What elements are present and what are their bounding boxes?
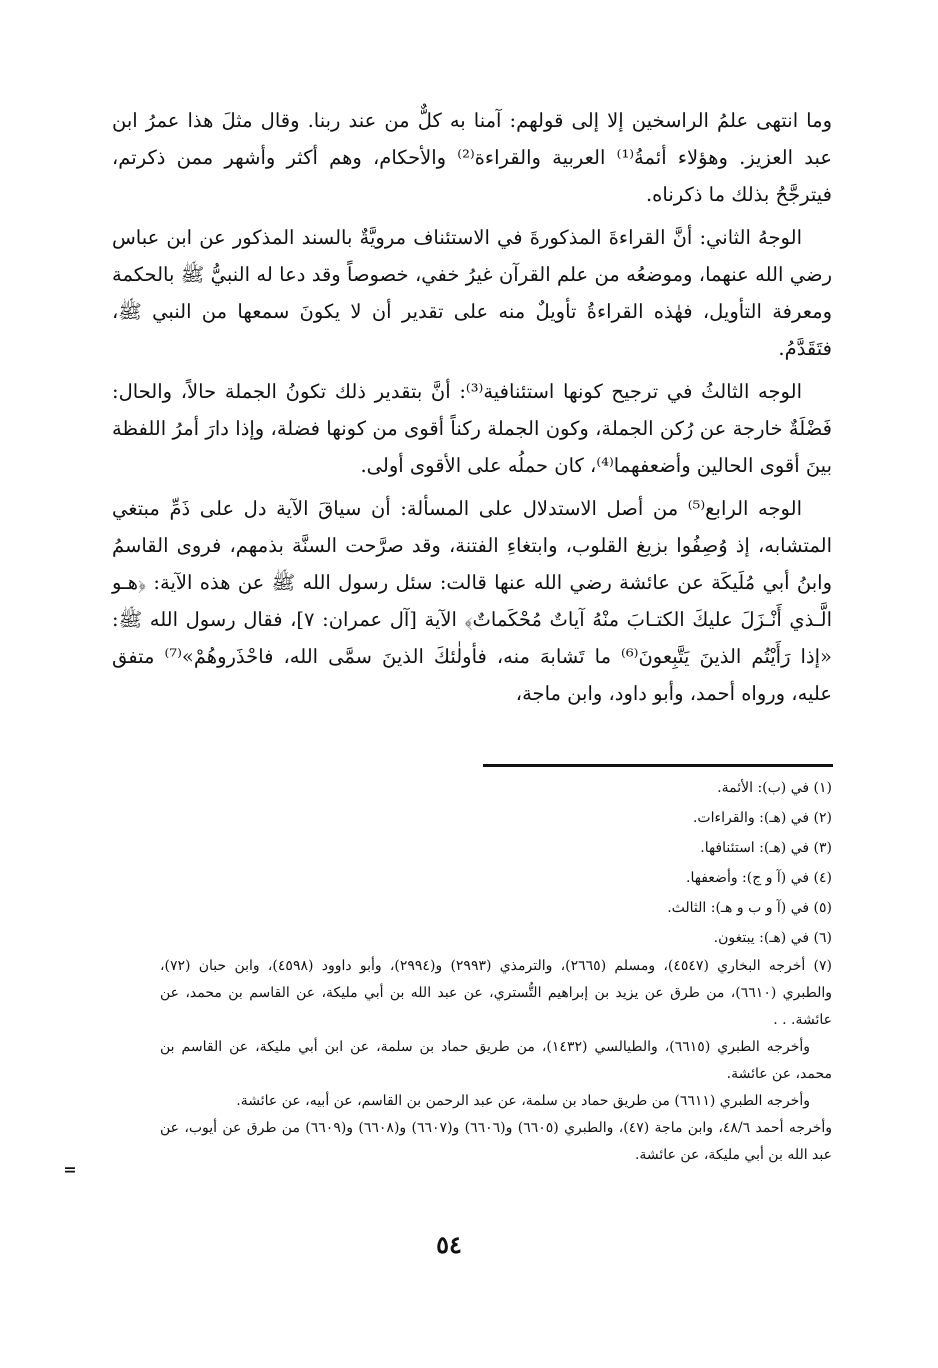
footnotes: [160, 773, 832, 1169]
body-paragraph-2: الوجهُ الثاني: أنَّ القراءةَ المذكورةَ في الاستئناف مرويَّةٌ بالسند المذكور عن ابن عباس رضي الله عنهما، وموضعُه من علم القرآن غيرُ خفي، خصوصاً وقد دعا له النبيُّ ﷺ بالحكمة ومعرفة التأويل، فهٰذه القراءةُ تأويلٌ منه على تقدير أن لا يكونَ سمعها من النبي ﷺ، فتَقَدَّمُ.: [112, 226, 832, 360]
footnote-6: (٦) في (هـ): يبتغون.: [713, 930, 832, 946]
footnote-5: (٥) في (آ و ب و هـ): الثالث.: [667, 900, 832, 916]
main-text: [112, 102, 832, 718]
footnote-separator: [483, 764, 833, 767]
footnote-7-continuation-2: وأخرجه الطبري (٦٦١١) من طريق حماد بن سلمة، عن عبد الرحمن بن القاسم، عن أبيه، عن عائشة.: [236, 1093, 810, 1109]
body-paragraph-1: وما انتهى علمُ الراسخين إلا إلى قولهم: آمنا به كلٌّ من عند ربنا. وقال مثلَ هذا عمرُ ابن عبد العزيز. وهؤلاء أئمةُ⁽¹⁾ العربية والقراءة⁽²⁾ والأحكام، وهم أكثر وأشهر ممن ذكرتم، فيترجَّحُ بذلك ما ذكرناه.: [112, 109, 832, 206]
body-paragraph-4: الوجه الرابع⁽⁵⁾ من أصل الاستدلال على المسألة: أن سياقَ الآية دل على ذَمِّ مبتغي المتشابه، إذ وُصِفُوا بزيغ القلوب، وابتغاءِ الفتنة، وقد صرَّحت السنَّة بذمهم، فروى القاسمُ وابنُ أبي مُلَيكَة عن عائشة رضي الله عنها قالت: سئل رسول الله ﷺ عن هذه الآية: ﴿هـو الَّـذي أَنْـزَلَ عليكَ الكتـابَ منْهُ آياتٌ مُحْكَماتٌ﴾ الآية [آل عمران: ٧]، فقال رسول الله ﷺ: «إذا رَأَيْتُم الذينَ يَتَّبِعونَ⁽⁶⁾ ما تَشابهَ منه، فأولٰئكَ الذينَ سمَّى الله، فاحْذَروهُمْ»⁽⁷⁾ متفق عليه، ورواه أحمد، وأبو داود، وابن ماجة،: [112, 497, 832, 705]
continuation-marker: =: [63, 1160, 77, 1179]
page-number: ٥٤: [436, 1230, 462, 1259]
footnote-2: (٢) في (هـ): والقراءات.: [692, 810, 832, 826]
footnote-1: (١) في (ب): الأئمة.: [717, 780, 832, 796]
body-paragraph-3: الوجه الثالثُ في ترجيح كونها استئنافية⁽³⁾: أنَّ بتقدير ذلك تكونُ الجملة حالاً، والحال: فَضْلَةٌ خارجة عن رُكن الجملة، وكون الجملة ركناً أقوى من كونها فضلة، وإذا دارَ أمرُ اللفظة بينَ أقوى الحالين وأضعفهما⁽⁴⁾، كان حملُه على الأقوى أولى.: [112, 380, 832, 477]
footnote-7-continuation-3: وأخرجه أحمد ٤٨/٦، وابن ماجة (٤٧)، والطبري (٦٦٠٥) و(٦٦٠٦) و(٦٦٠٧) و(٦٦٠٨) و(٦٦٠٩) من طرق عن أيوب، عن عبد الله بن أبي مليكة، عن عائشة.: [160, 1120, 833, 1163]
footnote-3: (٣) في (هـ): استئنافها.: [700, 840, 832, 856]
footnote-4: (٤) في (آ و ج): وأضعفها.: [686, 870, 832, 886]
footnote-7: (٧) أخرجه البخاري (٤٥٤٧)، ومسلم (٢٦٦٥)، والترمذي (٢٩٩٣) و(٢٩٩٤)، وأبو داوود (٤٥٩٨)، وابن حبان (٧٢)، والطبري (٦٦١٠)، من طرق عن يزيد بن إبراهيم التُّستري، عن عبد الله بن أبي مليكة، عن القاسم بن محمد، عن عائشة. . .: [160, 958, 832, 1028]
footnote-7-continuation-1: وأخرجه الطبري (٦٦١٥)، والطيالسي (١٤٣٢)، من طريق حماد بن سلمة، عن ابن أبي مليكة، عن القاسم بن محمد، عن عائشة.: [160, 1039, 832, 1082]
